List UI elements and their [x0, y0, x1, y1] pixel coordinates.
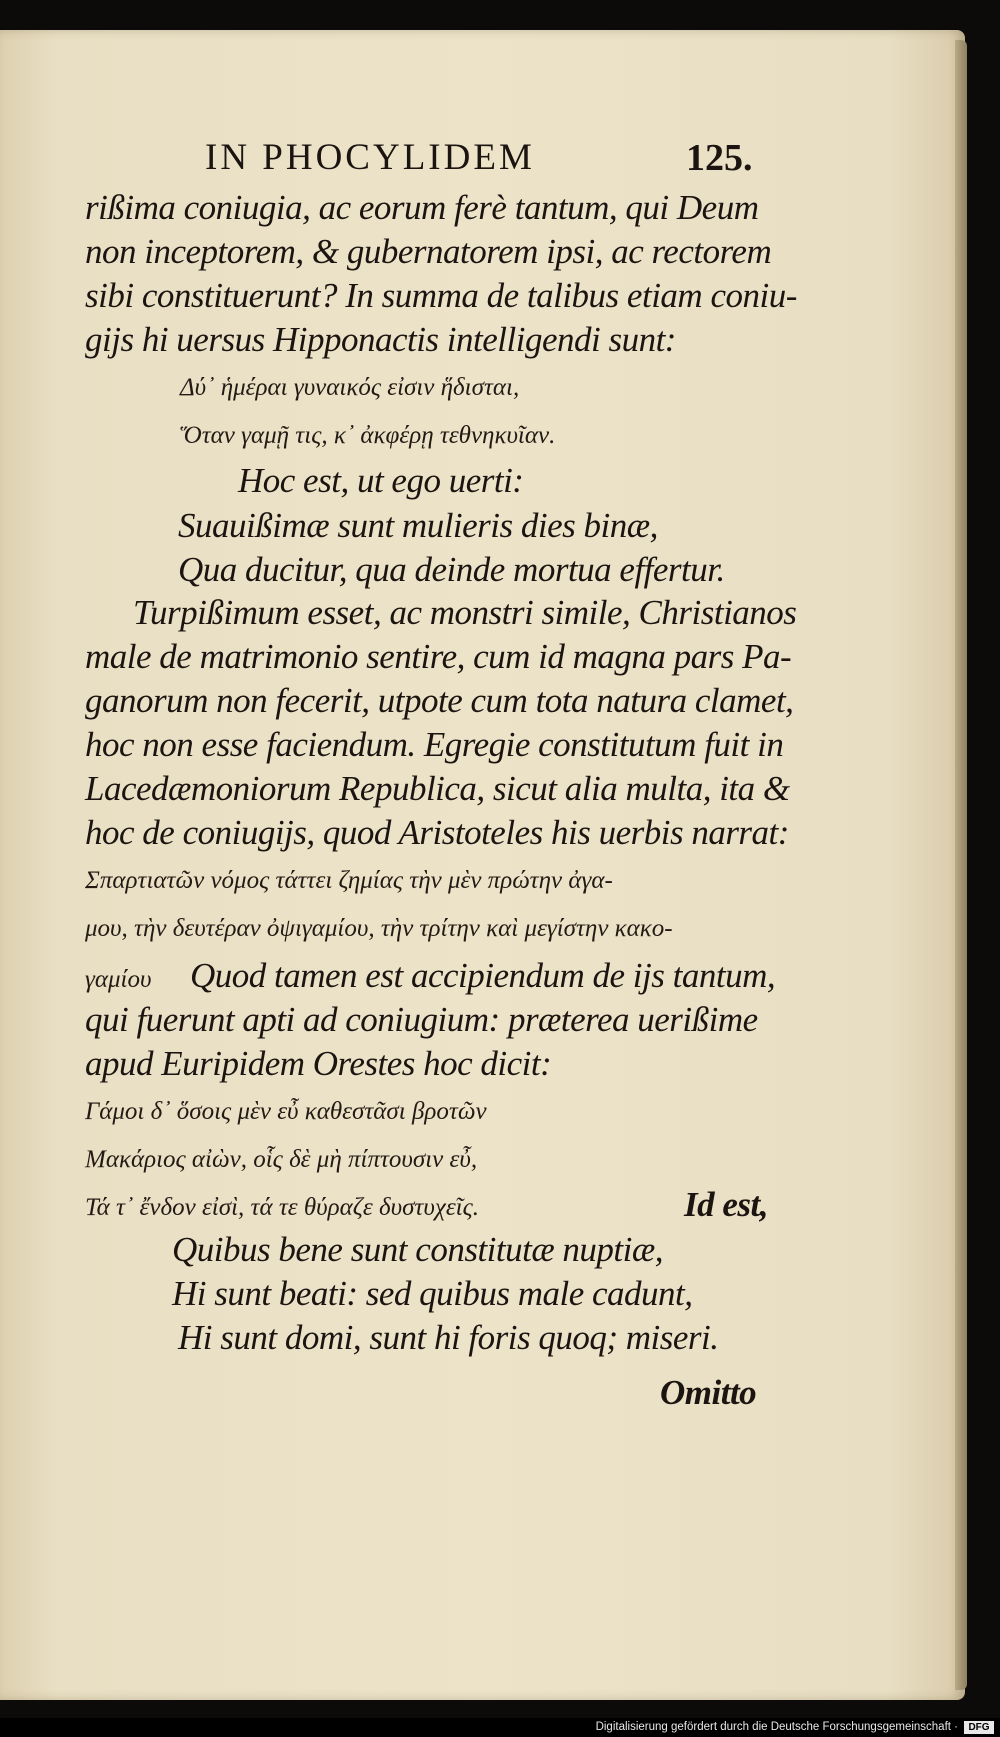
greek-quote-line: μου, τὴν δευτέραν ὀψιγαμίου, τὴν τρίτην καὶ μεγίστην κακο-	[85, 915, 673, 942]
text-line: male de matrimonio sentire, cum id magna pars Pa-	[85, 637, 792, 676]
greek-verse-line: Τά τ᾽ ἔνδον εἰσὶ, τά τε θύραζε δυστυχεῖς.	[85, 1194, 480, 1221]
verse-line: Hi sunt domi, sunt hi foris quoq; miseri.	[178, 1318, 719, 1357]
catchword: Omitto	[660, 1373, 757, 1412]
translation-intro: Hoc est, ut ego uerti:	[238, 461, 524, 500]
greek-verse-line: Δύ᾽ ἡμέραι γυναικός εἰσιν ἥδισται,	[180, 374, 520, 401]
running-header: IN PHOCYLIDEM	[205, 137, 535, 178]
greek-verse-line: Μακάριος αἰὼν, οἷς δὲ μὴ πίπτουσιν εὖ,	[85, 1146, 478, 1173]
verse-line: Qua ducitur, qua deinde mortua effertur.	[178, 550, 725, 589]
greek-quote-line: Σπαρτιατῶν νόμος τάττει ζημίας τὴν μὲν πρώτην ἀγα-	[85, 867, 613, 894]
text-line: sibi constituerunt? In summa de talibus etiam coniu-	[85, 276, 797, 315]
greek-verse-line: Ὅταν γαμῇ τις, κ᾽ ἀκφέρῃ τεθνηκυῖαν.	[180, 422, 556, 449]
greek-quote-fragment: γαμίου	[85, 966, 152, 993]
greek-verse-line: Γάμοι δ᾽ ὅσοις μὲν εὖ καθεστᾶσι βροτῶν	[85, 1098, 487, 1125]
text-line: non inceptorem, & gubernatorem ipsi, ac rectorem	[85, 232, 772, 271]
text-line: rißima coniugia, ac eorum ferè tantum, qui Deum	[85, 188, 759, 227]
text-line: hoc de coniugijs, quod Aristoteles his uerbis narrat:	[85, 813, 789, 852]
text-line: ganorum non fecerit, utpote cum tota natura clamet,	[85, 681, 794, 720]
text-line: hoc non esse faciendum. Egregie constitutum fuit in	[85, 725, 784, 764]
dfg-logo: DFG	[964, 1721, 994, 1734]
verse-line: Quibus bene sunt constitutæ nuptiæ,	[172, 1230, 663, 1269]
text-line: qui fuerunt apti ad coniugium: præterea uerißime	[85, 1000, 758, 1039]
verse-line: Hi sunt beati: sed quibus male cadunt,	[172, 1274, 693, 1313]
text-line: apud Euripidem Orestes hoc dicit:	[85, 1044, 552, 1083]
text-line: gijs hi uersus Hipponactis intelligendi sunt:	[85, 320, 676, 359]
text-line: Turpißimum esset, ac monstri simile, Christianos	[133, 593, 797, 632]
text-line: Quod tamen est accipiendum de ijs tantum,	[190, 956, 776, 995]
page-number: 125.	[686, 137, 753, 179]
text-line: Lacedæmoniorum Republica, sicut alia multa, ita &	[85, 769, 790, 808]
verse-line: Suauißimæ sunt mulieris dies binæ,	[178, 506, 658, 545]
footer-credit: Digitalisierung gefördert durch die Deutsche Forschungsgemeinschaft ·	[595, 1721, 958, 1733]
id-est: Id est,	[684, 1185, 768, 1224]
page-edge	[955, 40, 967, 1690]
